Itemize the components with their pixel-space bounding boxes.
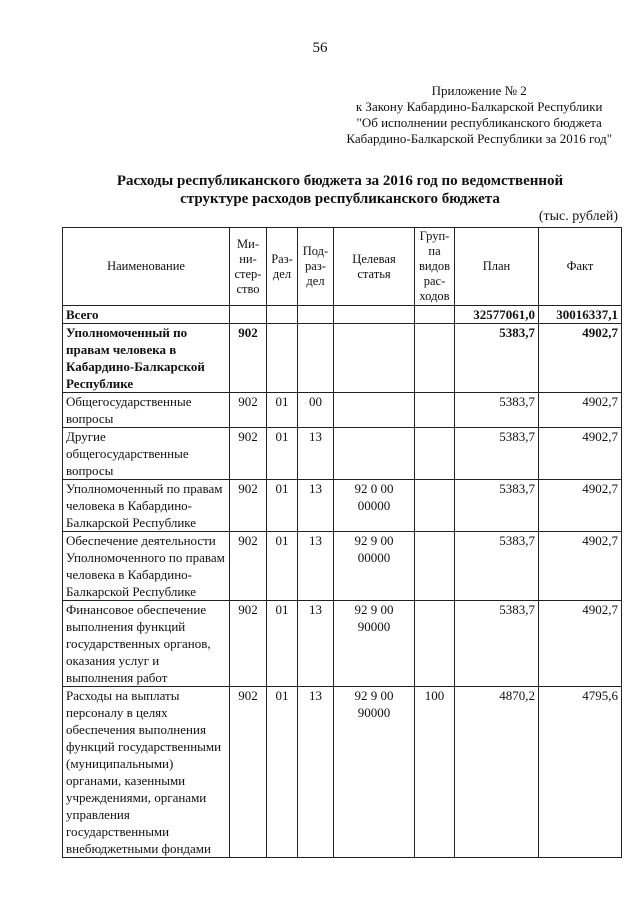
row-target: 92 0 00 00000 xyxy=(334,480,415,532)
row-group xyxy=(415,324,455,393)
row-fact: 4902,7 xyxy=(539,393,622,428)
title-line: структуре расходов республиканского бюджета xyxy=(180,191,500,207)
appendix-note xyxy=(346,83,612,147)
row-plan: 5383,7 xyxy=(455,324,539,393)
row-name: Финансовое обеспечение выполнения функций государственных органов, оказания услуг и выполнения работ xyxy=(63,601,230,687)
table-header xyxy=(63,228,622,306)
table-row xyxy=(63,324,622,393)
row-ministry: 902 xyxy=(230,324,267,393)
row-target: 92 9 00 90000 xyxy=(334,601,415,687)
row-plan: 5383,7 xyxy=(455,532,539,601)
appendix-line: к Закону Кабардино-Балкарской Республики xyxy=(355,99,603,114)
row-section xyxy=(267,324,298,393)
appendix-line: "Об исполнении республиканского бюджета xyxy=(356,115,602,130)
row-name: Уполномоченный по правам человека в Кабардино-Балкарской Республике xyxy=(63,480,230,532)
row-group xyxy=(415,601,455,687)
row-target xyxy=(334,428,415,480)
row-group xyxy=(415,480,455,532)
col-subsection-header: Под-раз-дел xyxy=(298,228,334,306)
appendix-line: Кабардино-Балкарской Республики за 2016 год" xyxy=(346,131,612,146)
row-subsection: 13 xyxy=(298,687,334,858)
unit-label: (тыс. рублей) xyxy=(538,209,618,224)
row-section: 01 xyxy=(267,601,298,687)
row-fact: 4902,7 xyxy=(539,324,622,393)
row-group: 100 xyxy=(415,687,455,858)
table-row xyxy=(63,393,622,428)
row-ministry: 902 xyxy=(230,393,267,428)
row-section: 01 xyxy=(267,687,298,858)
col-target-header: Целевая статья xyxy=(334,228,415,306)
row-name: Другие общегосударственные вопросы xyxy=(63,428,230,480)
row-ministry: 902 xyxy=(230,532,267,601)
row-target xyxy=(334,324,415,393)
row-name: Уполномоченный по правам человека в Кабардино-Балкарской Республике xyxy=(63,324,230,393)
row-section: 01 xyxy=(267,532,298,601)
row-group xyxy=(415,393,455,428)
row-subsection: 13 xyxy=(298,428,334,480)
row-ministry: 902 xyxy=(230,480,267,532)
table-row xyxy=(63,532,622,601)
col-name-header: Наименование xyxy=(63,228,230,306)
row-subsection: 00 xyxy=(298,393,334,428)
total-fact: 30016337,1 xyxy=(539,306,622,324)
budget-table xyxy=(62,227,622,858)
row-plan: 5383,7 xyxy=(455,601,539,687)
row-fact: 4902,7 xyxy=(539,428,622,480)
col-ministry-header: Ми-ни-стер-ство xyxy=(230,228,267,306)
title-line: Расходы республиканского бюджета за 2016 год по ведомственной xyxy=(116,173,564,189)
total-plan: 32577061,0 xyxy=(455,306,539,324)
row-name: Расходы на выплаты персоналу в целях обеспечения выполнения функций государственными (муниципальными) органами, казенными учреждениями, органами управления государственными внебюджетными фондами xyxy=(63,687,230,858)
table-row xyxy=(63,601,622,687)
col-fact-header: Факт xyxy=(539,228,622,306)
page-number: 56 xyxy=(312,40,328,56)
row-subsection: 13 xyxy=(298,480,334,532)
row-ministry: 902 xyxy=(230,428,267,480)
row-group xyxy=(415,532,455,601)
col-section-header: Раз-дел xyxy=(267,228,298,306)
row-ministry: 902 xyxy=(230,601,267,687)
row-plan: 5383,7 xyxy=(455,480,539,532)
row-name: Обеспечение деятельности Уполномоченного по правам человека в Кабардино-Балкарской Республике xyxy=(63,532,230,601)
row-ministry: 902 xyxy=(230,687,267,858)
row-subsection: 13 xyxy=(298,601,334,687)
row-plan: 4870,2 xyxy=(455,687,539,858)
table-row xyxy=(63,687,622,858)
row-target: 92 9 00 90000 xyxy=(334,687,415,858)
row-plan: 5383,7 xyxy=(455,428,539,480)
appendix-line: Приложение № 2 xyxy=(431,83,527,98)
row-fact: 4795,6 xyxy=(539,687,622,858)
row-section: 01 xyxy=(267,480,298,532)
table-row xyxy=(63,428,622,480)
total-label: Всего xyxy=(63,306,230,324)
row-group xyxy=(415,428,455,480)
col-plan-header: План xyxy=(455,228,539,306)
row-fact: 4902,7 xyxy=(539,532,622,601)
row-target: 92 9 00 00000 xyxy=(334,532,415,601)
row-plan: 5383,7 xyxy=(455,393,539,428)
row-subsection: 13 xyxy=(298,532,334,601)
row-fact: 4902,7 xyxy=(539,601,622,687)
row-section: 01 xyxy=(267,428,298,480)
row-fact: 4902,7 xyxy=(539,480,622,532)
row-name: Общегосударственные вопросы xyxy=(63,393,230,428)
total-row xyxy=(63,306,622,324)
row-section: 01 xyxy=(267,393,298,428)
table-row xyxy=(63,480,622,532)
document-title xyxy=(60,172,620,208)
row-target xyxy=(334,393,415,428)
row-subsection xyxy=(298,324,334,393)
col-group-header: Груп-па видов рас-ходов xyxy=(415,228,455,306)
